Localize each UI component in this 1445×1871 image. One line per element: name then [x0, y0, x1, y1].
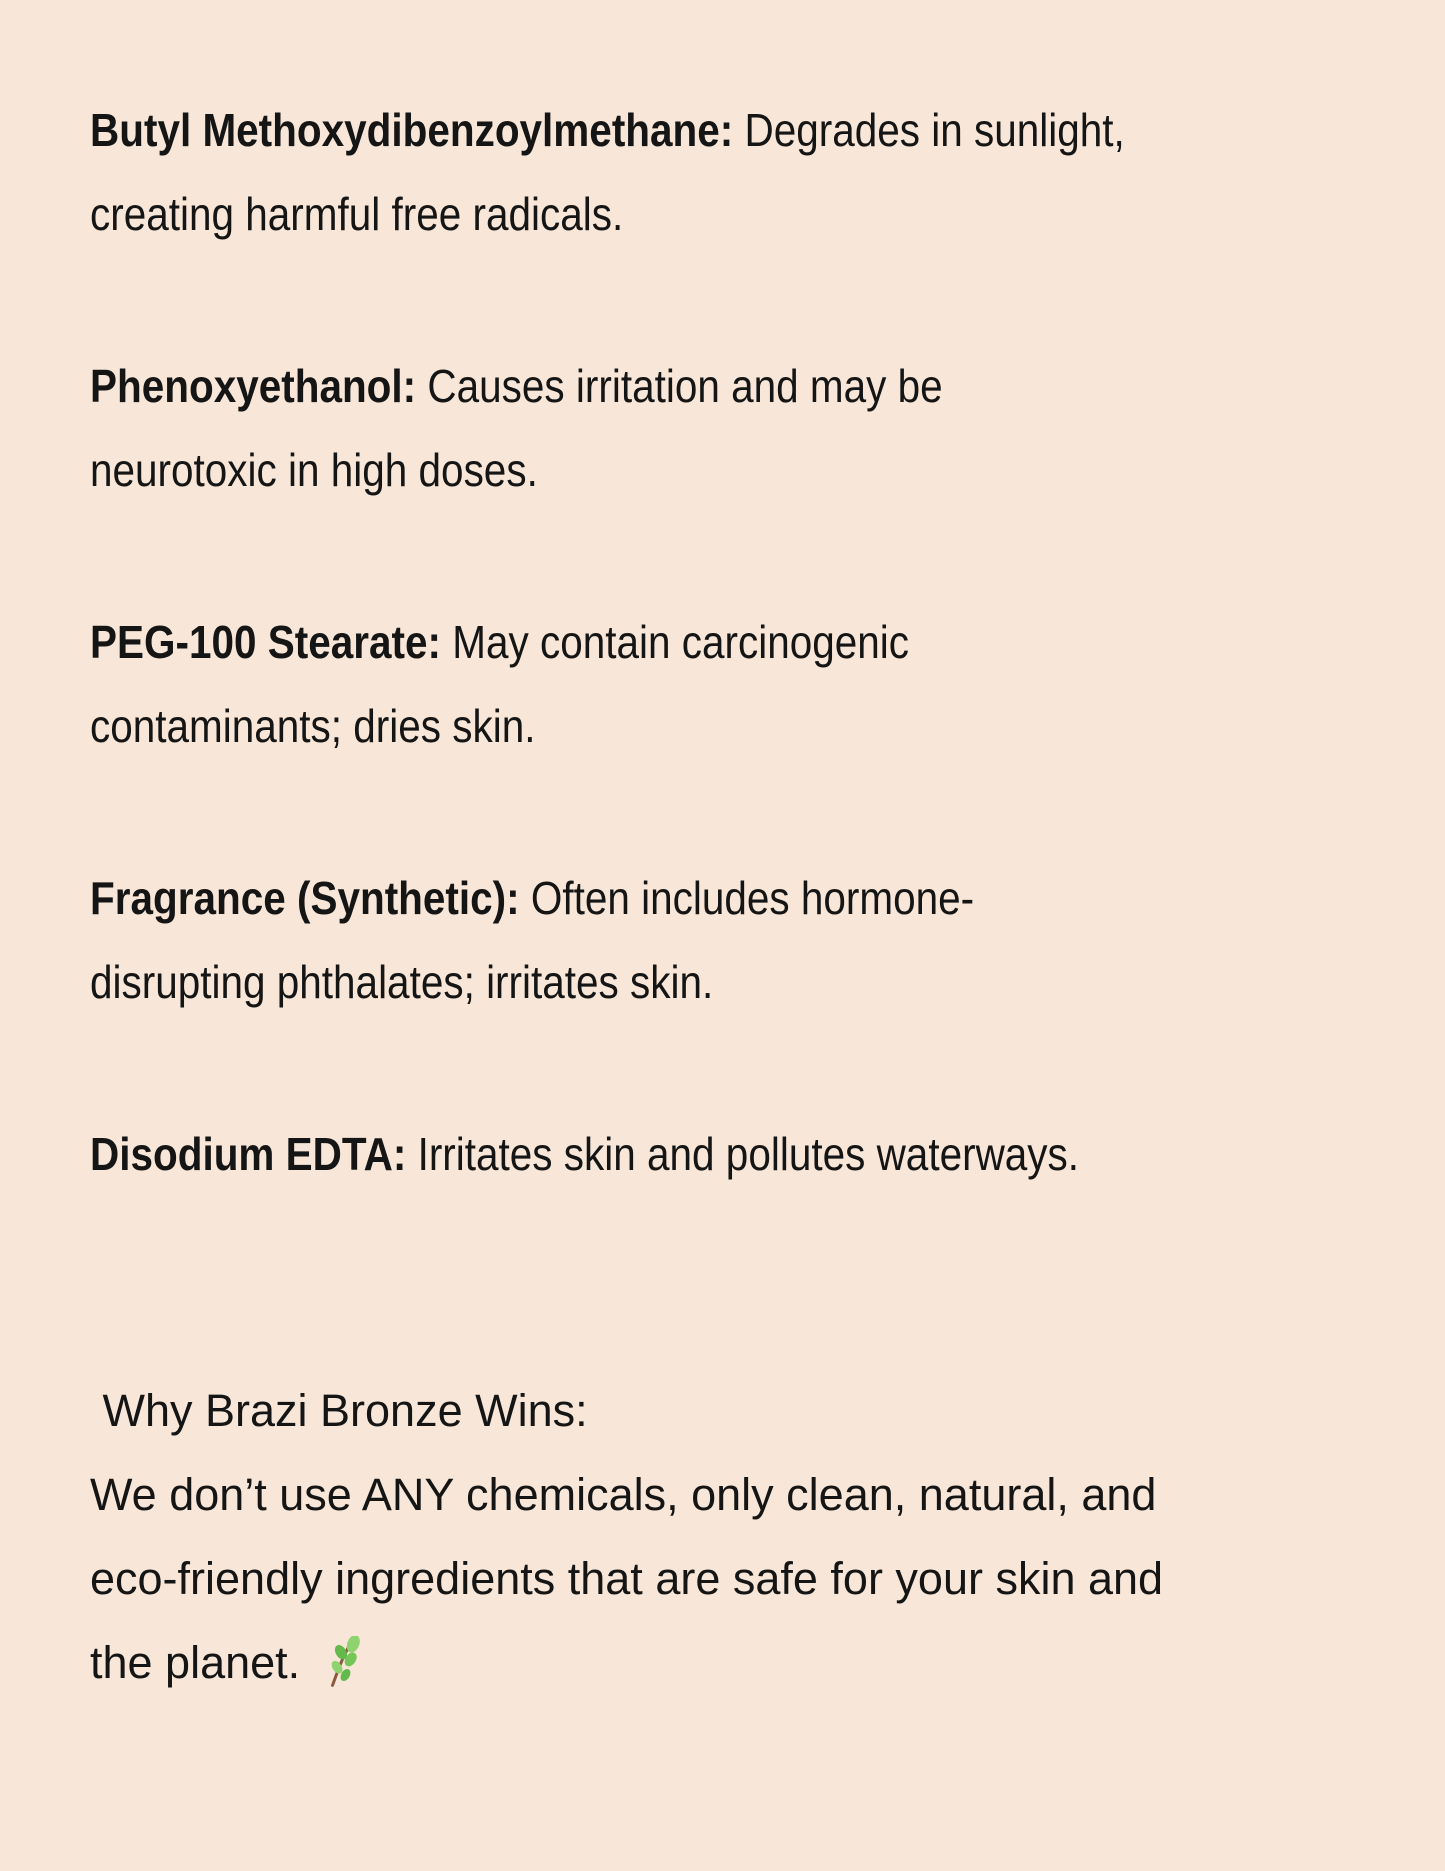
why-brazi-bronze-wins-section [90, 1369, 1395, 1715]
ingredient-line [90, 344, 1238, 428]
ingredient-name: Fragrance (Synthetic): [90, 872, 520, 924]
ingredient-description-line: neurotoxic in high doses. [90, 444, 538, 496]
ingredient-warning-list [90, 88, 1395, 1196]
ingredient-name: Disodium EDTA: [90, 1128, 407, 1180]
ingredient-description-line: disrupting phthalates; irritates skin. [90, 956, 714, 1008]
ingredient-description: Causes irritation and may be [416, 360, 943, 412]
conclusion-body-line: We don’t use ANY chemicals, only clean, natural, and [90, 1469, 1157, 1520]
conclusion-body-line: eco-friendly ingredients that are safe for your skin and [90, 1553, 1164, 1604]
herb-emoji-icon [315, 1631, 363, 1715]
ingredient-paragraph-disodium-edta [90, 1112, 1395, 1196]
ingredient-description: Degrades in sunlight, [733, 104, 1125, 156]
ingredient-name: PEG-100 Stearate: [90, 616, 442, 668]
ingredient-paragraph-fragrance [90, 856, 1395, 1024]
ingredient-paragraph-butyl [90, 88, 1395, 256]
ingredient-name: Phenoxyethanol: [90, 360, 417, 412]
ingredient-line [90, 600, 1238, 684]
ingredient-description: Irritates skin and pollutes waterways. [406, 1128, 1080, 1180]
ingredient-line [90, 88, 1238, 172]
ingredient-description: Often includes hormone- [519, 872, 975, 924]
ingredient-description-line: contaminants; dries skin. [90, 700, 536, 752]
ingredient-description-line: creating harmful free radicals. [90, 188, 624, 240]
ingredient-paragraph-peg100 [90, 600, 1395, 768]
ingredient-paragraph-phenoxyethanol [90, 344, 1395, 512]
ingredient-description: May contain carcinogenic [441, 616, 910, 668]
conclusion-heading: Why Brazi Bronze Wins: [90, 1385, 588, 1436]
conclusion-body-text: the planet. [90, 1637, 313, 1688]
ingredient-line [90, 1112, 1238, 1196]
ingredient-name: Butyl Methoxydibenzoylmethane: [90, 104, 734, 156]
conclusion-body-line [90, 1621, 1395, 1715]
ingredient-line [90, 856, 1238, 940]
